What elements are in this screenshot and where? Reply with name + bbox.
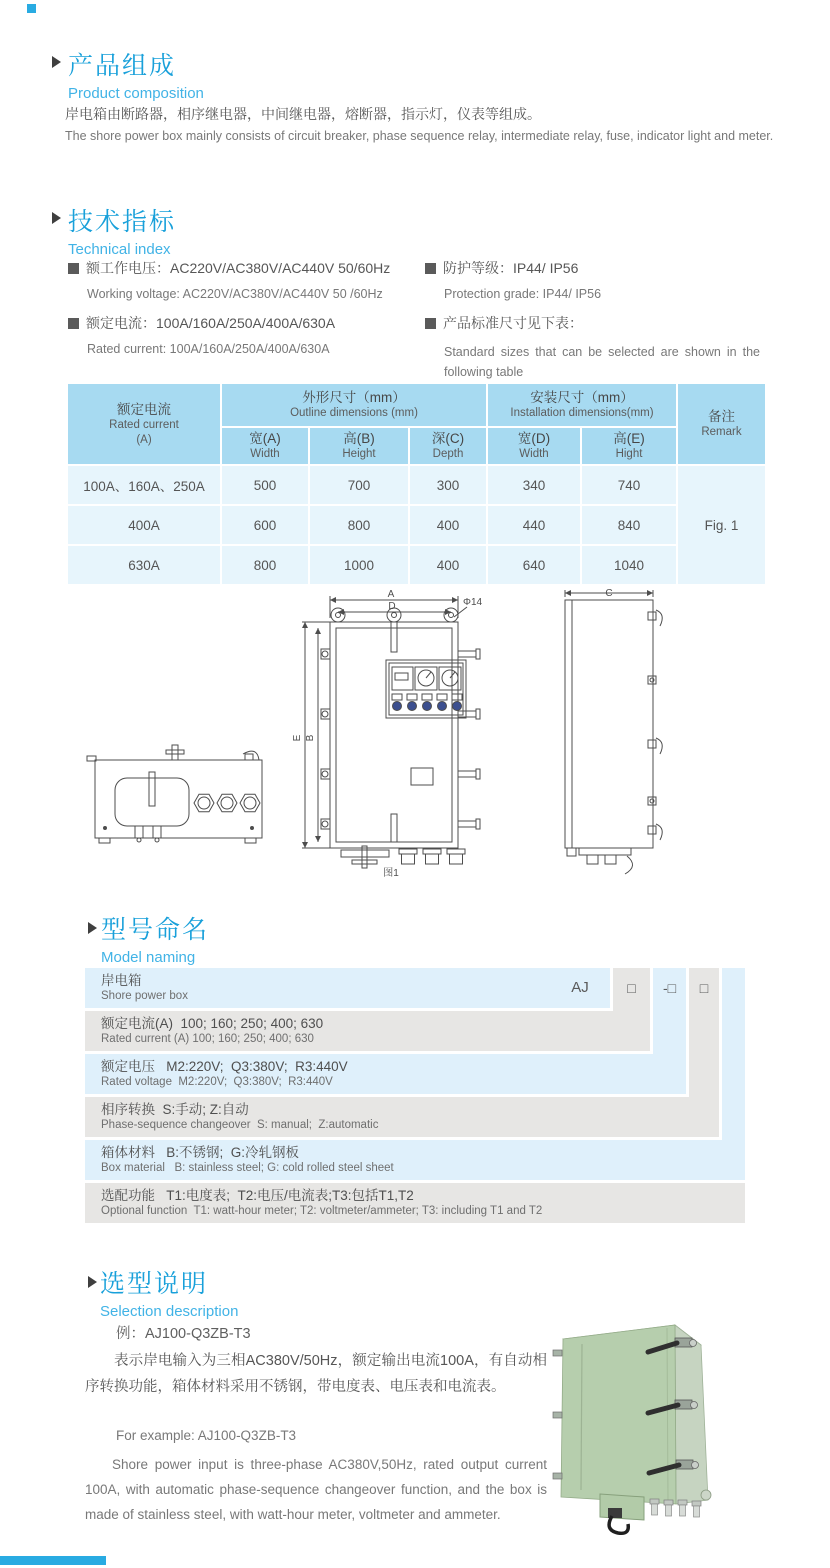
code-prefix-aj: AJ — [571, 979, 589, 996]
table-row-current: 100A、160A、250A — [68, 466, 220, 504]
selection-example-en: For example: AJ100-Q3ZB-T3 — [116, 1428, 297, 1443]
table-cell: 1040 — [582, 546, 676, 584]
code-slot-voltage: -□ — [653, 968, 686, 1094]
section-model-header — [101, 910, 209, 966]
section-title-cn: 产品组成 — [68, 52, 177, 80]
spec-item — [425, 258, 760, 301]
section-title-cn: 技术指标 — [68, 208, 177, 236]
model-row-rated-voltage: 额定电压 M2:220V; Q3:380V; R3:440V Rated voltage M2:220V; Q3:380V; R3:440V — [85, 1054, 686, 1094]
table-cell: 600 — [222, 506, 308, 544]
table-cell-remark: Fig. 1 — [678, 466, 765, 584]
section-technical-header — [68, 202, 176, 258]
square-bullet-icon — [68, 263, 79, 274]
col-header-depth-c: 深(C) Depth — [410, 428, 486, 464]
section-title-en: Model naming — [101, 949, 196, 966]
technical-drawing — [75, 588, 755, 885]
square-bullet-icon — [425, 263, 436, 274]
table-cell: 340 — [488, 466, 580, 504]
dimension-table — [68, 384, 767, 584]
section-title-cn: 型号命名 — [101, 916, 210, 944]
col-header-remark: 备注 Remark — [678, 384, 765, 464]
spec-cn-text: 额工作电压：AC220V/AC380V/AC440V 50/60Hz — [86, 260, 391, 276]
section-bullet-icon — [88, 922, 97, 934]
dim-label-b: B — [305, 734, 316, 742]
model-row-optional-function: 选配功能 T1:电度表; T2:电压/电流表;T3:包括T1,T2 Optional function T1: watt-hour meter; T2: voltmeter/ammeter; T3: including T1 and T2 — [85, 1183, 745, 1223]
product-photo — [548, 1292, 823, 1568]
table-cell: 700 — [310, 466, 408, 504]
col-header-width-a: 宽(A) Width — [222, 428, 308, 464]
model-row-shore-power-box: 岸电箱 Shore power box AJ — [85, 968, 610, 1008]
table-row-current: 400A — [68, 506, 220, 544]
table-cell: 1000 — [310, 546, 408, 584]
col-header-rated-current: 额定电流 Rated current (A) — [68, 384, 220, 464]
section-selection-header — [100, 1264, 238, 1320]
spec-en-text: Standard sizes that can be selected are shown in the following table — [444, 345, 760, 379]
side-view-drawing — [565, 590, 662, 874]
table-cell: 640 — [488, 546, 580, 584]
col-header-width-d: 宽(D) Width — [488, 428, 580, 464]
model-row-phase-sequence: 相序转换 S:手动; Z:自动 Phase-sequence changeover S: manual; Z:automatic — [85, 1097, 719, 1137]
bottom-view-drawing — [87, 745, 262, 843]
spec-cn-text: 产品标准尺寸见下表： — [443, 315, 583, 331]
spec-en-text: Protection grade: IP44/ IP56 — [444, 287, 602, 301]
section-title-en: Product composition — [68, 85, 204, 102]
table-cell: 500 — [222, 466, 308, 504]
section-bullet-icon — [52, 212, 61, 224]
technical-list-left — [68, 258, 420, 368]
selection-body-cn: 表示岸电输入为三相AC380V/50Hz，额定输出电流100A，有自动相序转换功能，箱体材料采用不锈钢，带电度表、电压表和电流表。 — [85, 1353, 547, 1395]
section-title-en: Selection description — [100, 1303, 239, 1320]
section-bullet-icon — [88, 1276, 97, 1288]
table-cell: 800 — [222, 546, 308, 584]
table-cell: 400 — [410, 506, 486, 544]
col-group-outline: 外形尺寸（mm） Outline dimensions (mm) — [222, 384, 486, 426]
front-view-drawing — [302, 596, 480, 868]
composition-text-en: The shore power box mainly consists of circuit breaker, phase sequence relay, intermediate relay, fuse, indicator light and meter. — [65, 129, 774, 143]
section-bullet-icon — [52, 56, 61, 68]
spec-item — [68, 313, 420, 356]
square-bullet-icon — [425, 318, 436, 329]
code-slot-current: □ — [613, 968, 650, 1051]
section-title-en: Technical index — [68, 241, 171, 258]
spec-item — [425, 313, 760, 382]
square-bullet-icon — [68, 318, 79, 329]
table-cell: 740 — [582, 466, 676, 504]
technical-list-right — [425, 258, 760, 394]
dim-label-phi14: Φ14 — [463, 597, 483, 608]
dim-label-a: A — [387, 589, 395, 600]
table-cell: 400 — [410, 546, 486, 584]
shore-power-box-image — [553, 1325, 711, 1533]
code-slot-optional: □ — [689, 968, 719, 1137]
page-footer-bar — [0, 1556, 106, 1565]
model-naming-table — [85, 968, 745, 1223]
dim-label-e: E — [292, 734, 303, 742]
spec-cn-text: 防护等级：IP44/ IP56 — [443, 260, 579, 276]
table-row-current: 630A — [68, 546, 220, 584]
composition-text-cn: 岸电箱由断路器，相序继电器，中间继电器，熔断器，指示灯，仪表等组成。 — [65, 106, 541, 122]
spec-cn-text: 额定电流：100A/160A/250A/400A/630A — [86, 315, 336, 331]
table-cell: 840 — [582, 506, 676, 544]
table-cell: 800 — [310, 506, 408, 544]
table-cell: 300 — [410, 466, 486, 504]
spec-item — [68, 258, 420, 301]
model-row-box-material: 箱体材料 B:不锈钢; G:冷轧钢板 Box material B: stainless steel; G: cold rolled steel sheet — [85, 1140, 745, 1180]
dim-label-c: C — [605, 588, 613, 599]
spec-en-text: Rated current: 100A/160A/250A/400A/630A — [87, 342, 330, 356]
col-group-installation: 安装尺寸（mm） Installation dimensions(mm) — [488, 384, 676, 426]
model-row-rated-current: 额定电流(A) 100; 160; 250; 400; 630 Rated current (A) 100; 160; 250; 400; 630 — [85, 1011, 650, 1051]
section-composition-header — [68, 46, 204, 102]
table-cell: 440 — [488, 506, 580, 544]
spec-en-text: Working voltage: AC220V/AC380V/AC440V 50 /60Hz — [87, 287, 383, 301]
page-corner-mark — [27, 4, 36, 13]
dim-label-d: D — [388, 601, 396, 612]
col-header-height-b: 高(B) Height — [310, 428, 408, 464]
figure-caption: 图1 — [383, 868, 399, 879]
section-title-cn: 选型说明 — [100, 1270, 209, 1298]
col-header-height-e: 高(E) Hight — [582, 428, 676, 464]
selection-example-cn: 例：AJ100-Q3ZB-T3 — [116, 1326, 251, 1342]
selection-body-en: Shore power input is three-phase AC380V,50Hz, rated output current 100A, with automatic phase-sequence changeover function, and the box is made of stainless steel, with watt-hour meter, voltmeter and ammeter. — [85, 1457, 547, 1522]
